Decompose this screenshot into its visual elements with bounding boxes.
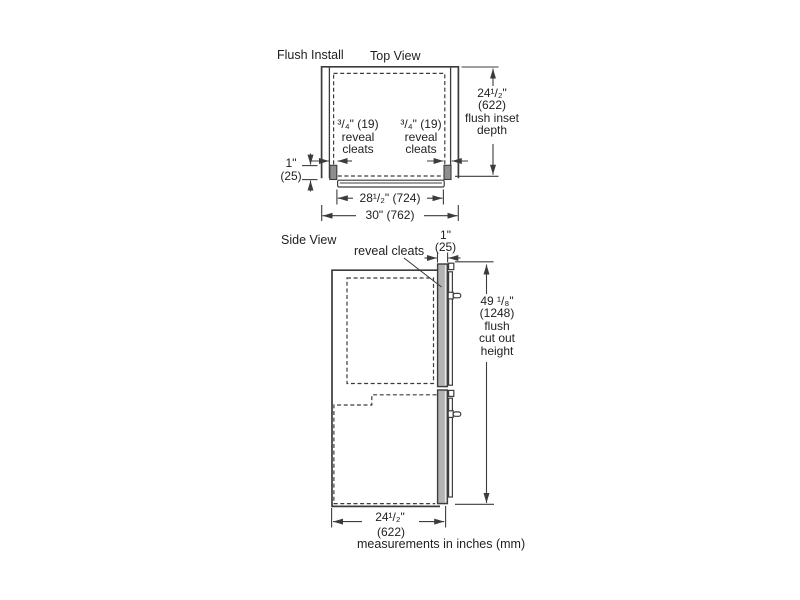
units-footnote: measurements in inches (mm) bbox=[357, 537, 526, 551]
top-view-left-cleat-label bbox=[337, 118, 378, 156]
side-view-upper-dashed-cavity bbox=[347, 278, 434, 384]
right-cleat-word1: reveal bbox=[404, 129, 438, 144]
cutout-height-word3: height bbox=[480, 343, 514, 358]
top-view-inset-depth-label bbox=[465, 87, 519, 137]
side-view-lower-knob bbox=[453, 412, 461, 416]
cutout-height-mm: (1248) bbox=[479, 306, 515, 320]
top-view-title: Top View bbox=[370, 49, 421, 63]
top-view-left-cleat bbox=[330, 165, 337, 179]
inset-depth-inches: 24¹/₂" bbox=[477, 85, 507, 100]
side-view-upper-knob-base bbox=[448, 292, 453, 299]
side-view-cleat-width-label bbox=[435, 229, 456, 254]
side-view-lower-top-cleat-block bbox=[449, 390, 454, 396]
right-cleat-size: ³/₄" (19) bbox=[400, 117, 442, 131]
side-view-drawing bbox=[332, 253, 494, 528]
flush-install-label: Flush Install bbox=[277, 48, 344, 62]
left-cleat-word2: cleats bbox=[342, 142, 374, 156]
side-view-lower-knob-base bbox=[448, 411, 453, 418]
top-view-right-cleat bbox=[444, 165, 451, 179]
side-view-title: Side View bbox=[281, 233, 337, 247]
left-cleat-size: ³/₄" (19) bbox=[337, 117, 379, 131]
cutout-height-word2: cut out bbox=[478, 331, 516, 345]
side-view-cabinet-outline bbox=[332, 270, 440, 506]
inset-depth-mm: (622) bbox=[477, 98, 506, 112]
top-view-cleat-depth-label bbox=[280, 157, 301, 182]
side-view-cutout-height-label bbox=[479, 295, 515, 358]
side-view-upper-knob bbox=[453, 293, 461, 297]
top-view-door-front bbox=[338, 180, 445, 187]
top-view-overall-width-label: 30" (762) bbox=[365, 208, 415, 222]
side-view-reveal-cleats-label: reveal cleats bbox=[354, 244, 425, 258]
top-view-cleat-depth-dim bbox=[302, 154, 318, 192]
side-view-depth-mm: (622) bbox=[376, 524, 406, 539]
side-view-cleat-width-dim bbox=[425, 253, 461, 263]
side-view-upper-top-cleat-block bbox=[449, 263, 454, 269]
top-view-opening-width-label: 28¹/₂" (724) bbox=[359, 190, 421, 205]
sv-cleat-width-inches: 1" bbox=[440, 227, 451, 242]
side-view-upper-cleat-strip bbox=[449, 272, 453, 385]
sv-cleat-width-mm: (25) bbox=[434, 240, 457, 254]
side-view-lower-dashed-cavity bbox=[334, 395, 437, 504]
side-view-depth-inches: 24¹/₂" bbox=[375, 510, 405, 524]
left-cleat-word1: reveal bbox=[341, 129, 375, 144]
cutout-height-word1: flush bbox=[484, 318, 510, 333]
inset-depth-word1: flush inset bbox=[464, 110, 520, 125]
side-view-reveal-cleats-leader bbox=[404, 258, 442, 287]
cleat-depth-inches: 1" bbox=[285, 156, 297, 170]
top-view-right-cleat-label bbox=[400, 118, 441, 156]
cutout-height-inches: 49 ¹/₈" bbox=[480, 293, 514, 308]
cleat-depth-mm: (25) bbox=[280, 168, 302, 183]
inset-depth-word2: depth bbox=[476, 123, 508, 137]
right-cleat-word2: cleats bbox=[405, 142, 437, 156]
